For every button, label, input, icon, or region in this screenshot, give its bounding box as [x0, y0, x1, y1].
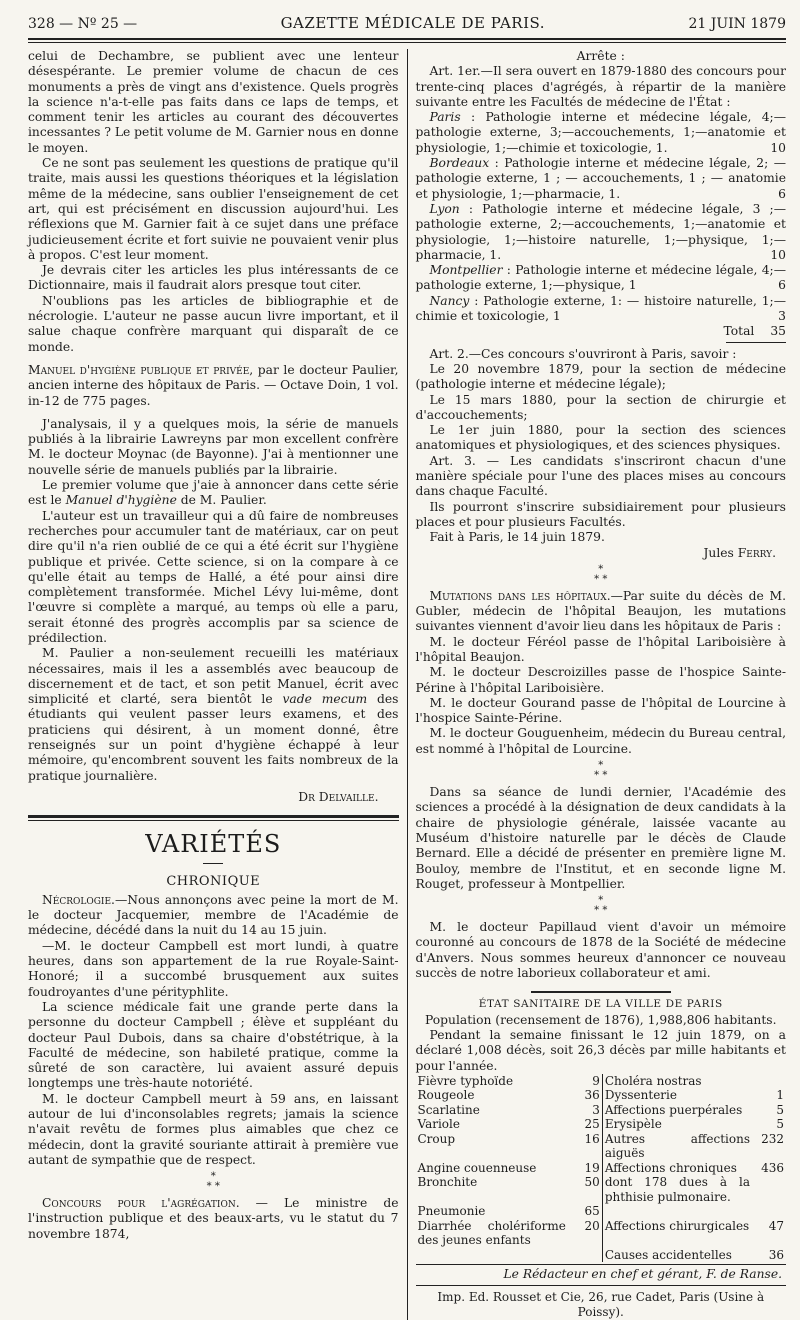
count-right — [752, 1074, 786, 1089]
paragraph: Je devrais citer les articles les plus intéressants de ce Dictionnaire, mais il faudrait alors presque tout citer. — [28, 263, 399, 293]
section-rule — [531, 991, 671, 993]
paragraph: Ils pourront s'inscrire subsidiairement pour plusieurs places et pour plusieurs Facultés. — [415, 499, 786, 529]
paragraph: celui de Dechambre, se publient avec une lenteur désespérante. Le premier volume de chacun de ces monuments a près de vingt ans d'existence. Quels progrès la science n'a-t-elle pas faits dans ce laps de temps, et comment tenir les articles au courant des découvertes incessantes ? Le petit volume de M. Garnier nous en donne le moyen. — [28, 49, 399, 155]
subsection-heading: CHRONIQUE — [166, 873, 261, 889]
table-row — [416, 1088, 787, 1103]
count-right: 5 — [776, 1102, 784, 1117]
paragraph: Le premier volume que j'aie à annoncer dans cette série est le Manuel d'hygiène de M. Paulier. — [28, 478, 399, 508]
faculty-count: 6 — [778, 186, 786, 201]
asterism: * * * — [206, 1171, 220, 1193]
faculty-posts: : Pathologie interne et médecine légale, 3 ;—pathologie externe, 2;—accouchements, 1;—anatomie et physiologie, 1;—histoire naturelle, 1;—physique, 1;—pharmacie, 1. — [415, 201, 786, 262]
table-row — [416, 1103, 787, 1118]
paragraph: La science médicale fait une grande perte dans la personne du docteur Campbell ; élève et suppléant du docteur Paul Dubois, dans sa chaire d'obstétrique, à la Faculté de médecine, son habileté pratique, comme la sûreté de son caractère, lui avaient assuré depuis longtemps une très-haute notoriété. — [28, 999, 399, 1091]
cause-right: Affections puerpérales — [604, 1102, 743, 1117]
paragraph: Le 20 novembre 1879, pour la section de médecine (pathologie interne et médecine légale); — [415, 361, 786, 392]
cause-right: Autres affections aiguës — [604, 1131, 750, 1161]
italic-title: Manuel d'hygiène — [65, 493, 177, 508]
paragraph: M. le docteur Descroizilles passe de l'hospice Sainte-Périne à l'hôpital Lariboisière. — [415, 665, 786, 695]
faculty-count: 6 — [778, 278, 786, 293]
total-row: Total 35 — [723, 324, 786, 339]
count-left: 65 — [568, 1204, 603, 1219]
journal-title: GAZETTE MÉDICALE DE PARIS. — [280, 14, 546, 32]
count-left: 16 — [568, 1132, 603, 1161]
table-row — [416, 1161, 787, 1176]
paragraph: J'analysais, il y a quelques mois, la série de manuels publiés à la librairie Lawreyns par mon excellent confrère M. le docteur Moynac (de Bayonne). J'ai à mentionner une nouvelle série de manuels publiés par la librairie. — [28, 416, 399, 477]
faculty-list — [416, 110, 787, 324]
cause-left: Rougeole — [417, 1088, 475, 1103]
count-right — [752, 1204, 786, 1219]
cause-left: Croup — [417, 1131, 456, 1146]
header-rule — [28, 38, 786, 43]
right-column — [416, 49, 787, 1320]
arrete-heading: Arrête : — [576, 49, 625, 63]
cause-left: Pneumonie — [417, 1204, 486, 1219]
table-row — [416, 1132, 787, 1161]
count-right: 36 — [768, 1247, 784, 1262]
faculty-posts: : Pathologie interne et médecine légale, 4;—pathologie externe, 1;—physique, 1 — [415, 263, 786, 293]
count-left: 3 — [568, 1103, 603, 1118]
paragraph: M. le docteur Féréol passe de l'hôpital Lariboisière à l'hôpital Beaujon. — [415, 634, 786, 664]
left-column — [28, 49, 399, 1320]
cause-right: Choléra nostras — [604, 1073, 702, 1088]
count-left: 9 — [568, 1074, 603, 1089]
paragraph: N'oublions pas les articles de bibliographie et de nécrologie. L'auteur ne passe aucun livre important, et il salue chaque confrère marquant qui disparaît de ce monde. — [28, 293, 399, 354]
count-left: 20 — [568, 1219, 603, 1248]
book-details: , par le docteur Paulier, ancien interne des hôpitaux de Paris. — Octave Doin, 1 vol. in-12 de 775 pages. — [28, 362, 399, 408]
count-right: 1 — [776, 1088, 784, 1103]
cause-left: Scarlatine — [417, 1102, 480, 1117]
table-row — [416, 1204, 787, 1219]
cause-right: Affections chirurgicales — [604, 1218, 750, 1233]
paragraph: M. le docteur Papillaud vient d'avoir un mémoire couronné au concours de 1878 de la Société de médecine d'Anvers. Nous sommes heureux d'annoncer ce nouveau succès de notre laborieux collaborateur et ami. — [415, 920, 786, 981]
book-notice — [28, 363, 399, 409]
paragraph: M. le docteur Gourand passe de l'hôpital de Lourcine à l'hospice Sainte-Périne. — [415, 695, 786, 726]
faculty-city: Paris — [429, 110, 461, 125]
faculty-count: 10 — [770, 140, 786, 155]
mortality-table — [416, 1074, 787, 1263]
faculty-city: Montpellier — [429, 263, 503, 278]
paragraph: Pendant la semaine finissant le 12 juin 1879, on a déclaré 1,008 décès, soit 26,3 décès par mille habitants et pour l'année. — [415, 1027, 786, 1073]
faculty-entry — [416, 263, 787, 294]
cause-left: Variole — [417, 1117, 460, 1132]
cause-right: Affections chroniques — [604, 1160, 737, 1175]
paragraph: Art. 2.—Ces concours s'ouvriront à Paris, savoir : — [429, 346, 737, 361]
faculty-posts: : Pathologie externe, 1: — histoire naturelle, 1;—chimie et toxicologie, 1 — [415, 293, 786, 324]
running-header — [28, 14, 786, 36]
faculty-city: Nancy — [429, 293, 470, 308]
asterism: * * * — [594, 895, 608, 917]
paragraph: Mutations dans les hôpitaux.—Par suite du décès de M. Gubler, médecin de l'hôpital Beaujon, les mutations suivantes viennent d'avoir lieu dans les hôpitaux de Paris : — [415, 588, 787, 634]
section-heading: VARIÉTÉS — [145, 830, 282, 859]
table-row — [416, 1219, 787, 1248]
issue-date: 21 JUIN 1879 — [688, 16, 786, 32]
count-right — [752, 1175, 786, 1204]
book-title: Manuel d'hygiène publique et privée — [28, 362, 250, 377]
table-row — [416, 1175, 787, 1204]
paragraph: Art. 3. — Les candidats s'inscriront chacun d'une manière spéciale pour l'une des places mises au concours dans chaque Faculté. — [415, 453, 786, 499]
paragraph: M. le docteur Campbell meurt à 59 ans, en laissant autour de lui d'inconsolables regrets; jamais la science n'avait revêtu de formes plus aimables que chez ce médecin, dont la gravité souriante attirait à première vue autant de sympathie que de respect. — [28, 1091, 399, 1167]
faculty-entry — [416, 156, 787, 202]
faculty-count: 3 — [778, 309, 786, 324]
table-row — [416, 1248, 787, 1263]
population-line: Population (recensement de 1876), 1,988,806 habitants. — [424, 1012, 777, 1027]
statistics-heading: ÉTAT SANITAIRE DE LA VILLE DE PARIS — [478, 998, 723, 1011]
page-number: 328 — Nº 25 — — [28, 16, 138, 32]
paragraph: —M. le docteur Campbell est mort lundi, à quatre heures, dans son appartement de la rue Royale-Saint-Honoré; il a succombé brusquement aux suites foudroyantes d'une pérityphlite. — [28, 938, 399, 999]
signature: Dr Delvaille. — [298, 789, 379, 804]
cause-right: Causes accidentelles — [604, 1247, 732, 1262]
short-dash — [203, 863, 223, 864]
paragraph: Art. 1er.—Il sera ouvert en 1879-1880 des concours pour trente-cinq places d'agrégés, à répartir de la manière suivante entre les Facultés de médecine de l'État : — [415, 64, 786, 109]
paragraph: M. le docteur Gouguenheim, médecin du Bureau central, est nommé à l'hôpital de Lourcine. — [415, 726, 786, 756]
paragraph: Le 15 mars 1880, pour la section de chirurgie et d'accouchements; — [415, 392, 786, 422]
asterism: * * * — [594, 563, 608, 585]
count-right: 5 — [776, 1117, 784, 1132]
section-rule — [28, 815, 399, 821]
total-value: 35 — [770, 324, 786, 339]
paragraph: Ce ne sont pas seulement les questions de pratique qu'il traite, mais aussi les questions théoriques et la législation même de la médecine, sans oublier l'enseignement de cet art, qui est précisément en discussion aujourd'hui. Les réflexions que M. Garnier fait à ce sujet dans une préface judicieusement écrite et fort suivie ne pouvaient venir plus à propos. C'est leur moment. — [28, 156, 399, 262]
column-divider — [407, 49, 408, 1320]
count-right: 436 — [761, 1160, 784, 1175]
cause-left: Angine couenneuse — [417, 1160, 537, 1175]
paragraph: Le 1er juin 1880, pour la section des sciences anatomiques et physiologiques, et des sciences physiques. — [415, 423, 786, 453]
paragraph: Dans sa séance de lundi dernier, l'Académie des sciences a procédé à la désignation de deux candidats à la chaire de physiologie générale, laissée vacante au Muséum d'histoire naturelle par le décès de Claude Bernard. Elle a décidé de présenter en première ligne M. Bouloy, membre de l'Institut, et en seconde ligne M. Rouget, professeur à Montpellier. — [415, 785, 786, 891]
faculty-count: 10 — [770, 247, 786, 262]
count-left: 25 — [568, 1117, 603, 1132]
cause-left: Fièvre typhoïde — [417, 1073, 514, 1088]
faculty-entry — [416, 202, 787, 263]
paragraph: L'auteur est un travailleur qui a dû faire de nombreuses recherches pour accumuler tant de matériaux, car on peut dire qu'il n'a rien oublié de ce qui a été écrit sur l'hygiène publique et privée. Cette science, si on la compare à ce qu'elle était au temps de Hallé, a été pour ainsi dire complètement transformée. Michel Lévy lui-même, dont l'œuvre si complète a marqué, au temps où elle a paru, serait étonné des progrès accomplis par sa science de prédilection. — [28, 508, 399, 645]
faculty-city: Bordeaux — [429, 156, 490, 171]
italic-phrase: vade mecum — [282, 692, 368, 707]
editor-line: Le Rédacteur en chef et gérant, F. de Ranse. — [416, 1264, 787, 1285]
count-left: 50 — [568, 1175, 603, 1204]
count-right: 47 — [768, 1218, 784, 1233]
paragraph: Nécrologie.—Nous annonçons avec peine la mort de M. le docteur Jacquemier, membre de l'Académie de médecine, décédé dans la nuit du 14 au 15 juin. — [28, 892, 399, 938]
cause-right: Erysipèle — [604, 1117, 662, 1132]
count-right: 232 — [761, 1131, 784, 1146]
count-left — [568, 1248, 603, 1263]
cause-right: dont 178 dues à la phthisie pulmonaire. — [604, 1175, 750, 1204]
count-left: 36 — [568, 1088, 603, 1103]
cause-right — [602, 1204, 752, 1219]
cause-right: Dyssenterie — [604, 1088, 677, 1103]
table-row — [416, 1117, 787, 1132]
faculty-city: Lyon — [429, 201, 460, 216]
paragraph: Fait à Paris, le 14 juin 1879. — [429, 530, 605, 545]
printer-line: Imp. Ed. Rousset et Cie, 26, rue Cadet, Paris (Usine à Poissy). — [437, 1289, 765, 1319]
paragraph: Concours pour l'agrégation. — Le ministre de l'instruction publique et des beaux-arts, vu le statut du 7 novembre 1874, — [28, 1196, 399, 1241]
asterism: * * * — [594, 760, 608, 782]
faculty-entry — [416, 110, 787, 156]
paragraph: M. Paulier a non-seulement recueilli les matériaux nécessaires, mais il les a assemblés avec beaucoup de discernement et de tact, et son petit Manuel, écrit avec simplicité et clarté, sera bientôt le vade mecum des étudiants qui veulent passer leurs examens, et des praticiens qui désirent, à un moment donné, être renseignés sur un point d'hygiène échappé à leur mémoire, qu'encombrent souvent les faits nombreux de la pratique journalière. — [28, 646, 399, 783]
table-row — [416, 1074, 787, 1089]
count-left: 19 — [568, 1161, 603, 1176]
cause-left — [416, 1248, 568, 1263]
faculty-posts: : Pathologie interne et médecine légale, 4;—pathologie externe, 3;—accouchements, 1;—anatomie et physiologie, 1;—chimie et toxicologie, 1. — [415, 110, 786, 155]
faculty-entry — [416, 294, 787, 325]
total-rule — [726, 342, 786, 343]
minister-signature: Jules Ferry. — [703, 545, 776, 560]
cause-left: Diarrhée cholériforme des jeunes enfants — [417, 1218, 566, 1248]
faculty-posts: : Pathologie interne et médecine légale, 2; — pathologie externe, 1 ; — accouchements, 1 ; — anatomie et physiologie, 1;—pharmacie, 1. — [415, 156, 786, 201]
cause-left: Bronchite — [417, 1175, 478, 1190]
